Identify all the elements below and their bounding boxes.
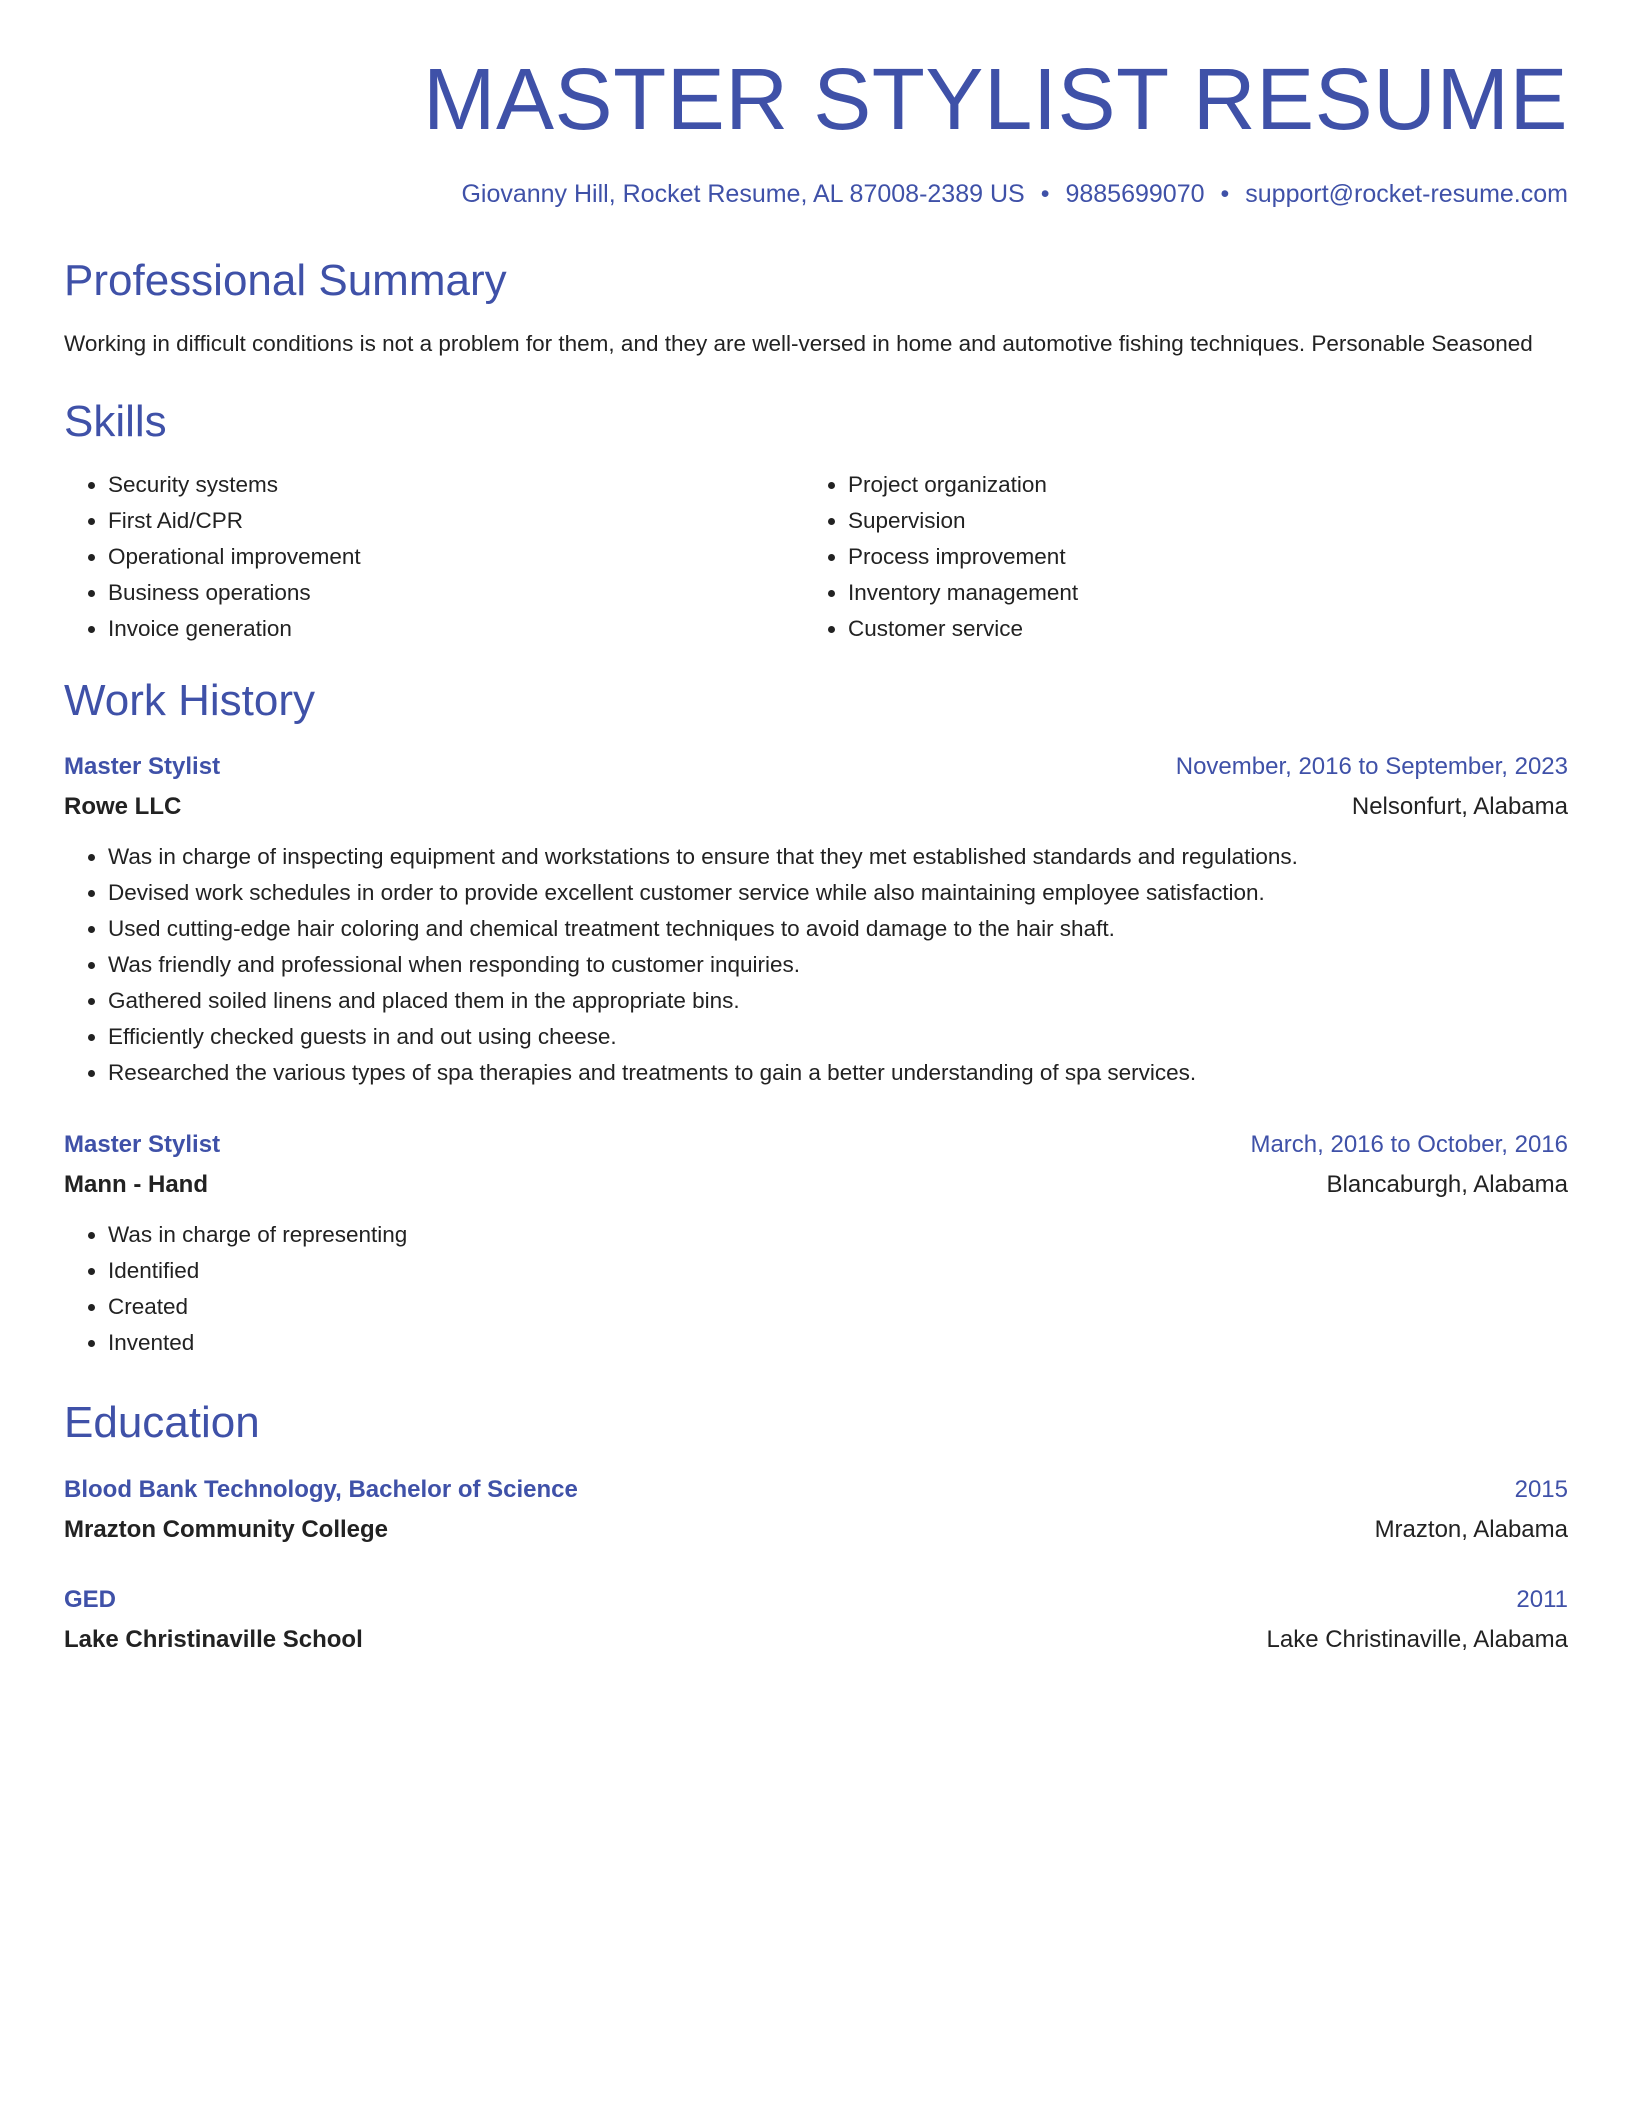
education-year: 2015: [1514, 1476, 1568, 1504]
work-history-section: [64, 675, 1568, 1362]
skill-item: • First Aid/CPR: [108, 503, 804, 539]
education-school-row: [64, 1510, 1568, 1550]
job-dates: November, 2016 to September, 2023: [1175, 753, 1568, 781]
education-degree: GED: [64, 1586, 117, 1614]
job-bullet: • Invented: [108, 1325, 1568, 1361]
education-entry: [64, 1580, 1568, 1660]
skills-list-left: [64, 467, 804, 647]
job-title-row: [64, 747, 1568, 787]
skills-heading: Skills: [64, 396, 167, 446]
summary-section: [64, 255, 1568, 362]
job-company-row: [64, 787, 1568, 827]
contact-phone: 9885699070: [1065, 180, 1205, 209]
summary-heading: Professional Summary: [64, 256, 507, 306]
job-title: Master Stylist: [64, 753, 221, 781]
skill-item: • Security systems: [108, 467, 804, 503]
job-bullets: [64, 839, 1568, 1091]
job-title: Master Stylist: [64, 1131, 221, 1159]
education-degree-row: [64, 1470, 1568, 1510]
education-degree-row: [64, 1580, 1568, 1620]
resume-title: MASTER STYLIST RESUME: [423, 51, 1568, 148]
skill-item: • Project organization: [848, 467, 1568, 503]
job-location: Blancaburgh, Alabama: [1326, 1171, 1568, 1199]
job-company-row: [64, 1165, 1568, 1205]
education-degree: Blood Bank Technology, Bachelor of Science: [64, 1476, 578, 1504]
job-bullet: • Used cutting-edge hair coloring and chemical treatment techniques to avoid damage to the hair shaft.: [108, 911, 1568, 947]
job-bullet: • Was friendly and professional when responding to customer inquiries.: [108, 947, 1568, 983]
job-bullet: • Was in charge of representing: [108, 1217, 1568, 1253]
summary-text: Working in difficult conditions is not a problem for them, and they are well-versed in home and automotive fishing techniques. Personable Seasoned: [64, 330, 1533, 356]
education-section: [64, 1397, 1568, 1660]
job-bullet: • Created: [108, 1289, 1568, 1325]
skill-item: • Customer service: [848, 611, 1568, 647]
skill-item: • Supervision: [848, 503, 1568, 539]
skill-item: • Process improvement: [848, 539, 1568, 575]
skills-grid: [64, 467, 1568, 647]
job-entry: [64, 1125, 1568, 1361]
job-location: Nelsonfurt, Alabama: [1351, 793, 1568, 821]
job-bullets: [64, 1217, 1568, 1361]
contact-address: Giovanny Hill, Rocket Resume, AL 87008-2389 US: [461, 180, 1025, 209]
education-entry: [64, 1470, 1568, 1550]
education-school: Mrazton Community College: [64, 1516, 389, 1544]
job-company: Mann - Hand: [64, 1171, 208, 1199]
job-bullet: • Identified: [108, 1253, 1568, 1289]
work-history-heading: Work History: [64, 675, 315, 725]
skill-item: • Inventory management: [848, 575, 1568, 611]
education-heading: Education: [64, 1398, 260, 1448]
job-bullet: • Devised work schedules in order to provide excellent customer service while also maintaining employee satisfaction.: [108, 875, 1568, 911]
skill-item: • Business operations: [108, 575, 804, 611]
contact-line: [64, 180, 1568, 209]
contact-email: support@rocket-resume.com: [1245, 180, 1568, 209]
job-company: Rowe LLC: [64, 793, 182, 821]
job-bullet: • Was in charge of inspecting equipment and workstations to ensure that they met established standards and regulations.: [108, 839, 1568, 875]
job-title-row: [64, 1125, 1568, 1165]
education-location: Mrazton, Alabama: [1374, 1516, 1568, 1544]
skills-list-right: [804, 467, 1568, 647]
education-school-row: [64, 1620, 1568, 1660]
contact-separator: •: [1220, 180, 1230, 209]
skills-section: [64, 396, 1568, 647]
job-dates: March, 2016 to October, 2016: [1250, 1131, 1568, 1159]
contact-separator: •: [1040, 180, 1050, 209]
skill-item: • Operational improvement: [108, 539, 804, 575]
job-bullet: • Gathered soiled linens and placed them in the appropriate bins.: [108, 983, 1568, 1019]
education-year: 2011: [1516, 1586, 1568, 1614]
job-bullet: • Researched the various types of spa therapies and treatments to gain a better understanding of spa services.: [108, 1055, 1568, 1091]
job-entry: [64, 747, 1568, 1091]
job-bullet: • Efficiently checked guests in and out using cheese.: [108, 1019, 1568, 1055]
education-school: Lake Christinaville School: [64, 1626, 363, 1654]
skill-item: • Invoice generation: [108, 611, 804, 647]
education-location: Lake Christinaville, Alabama: [1266, 1626, 1568, 1654]
